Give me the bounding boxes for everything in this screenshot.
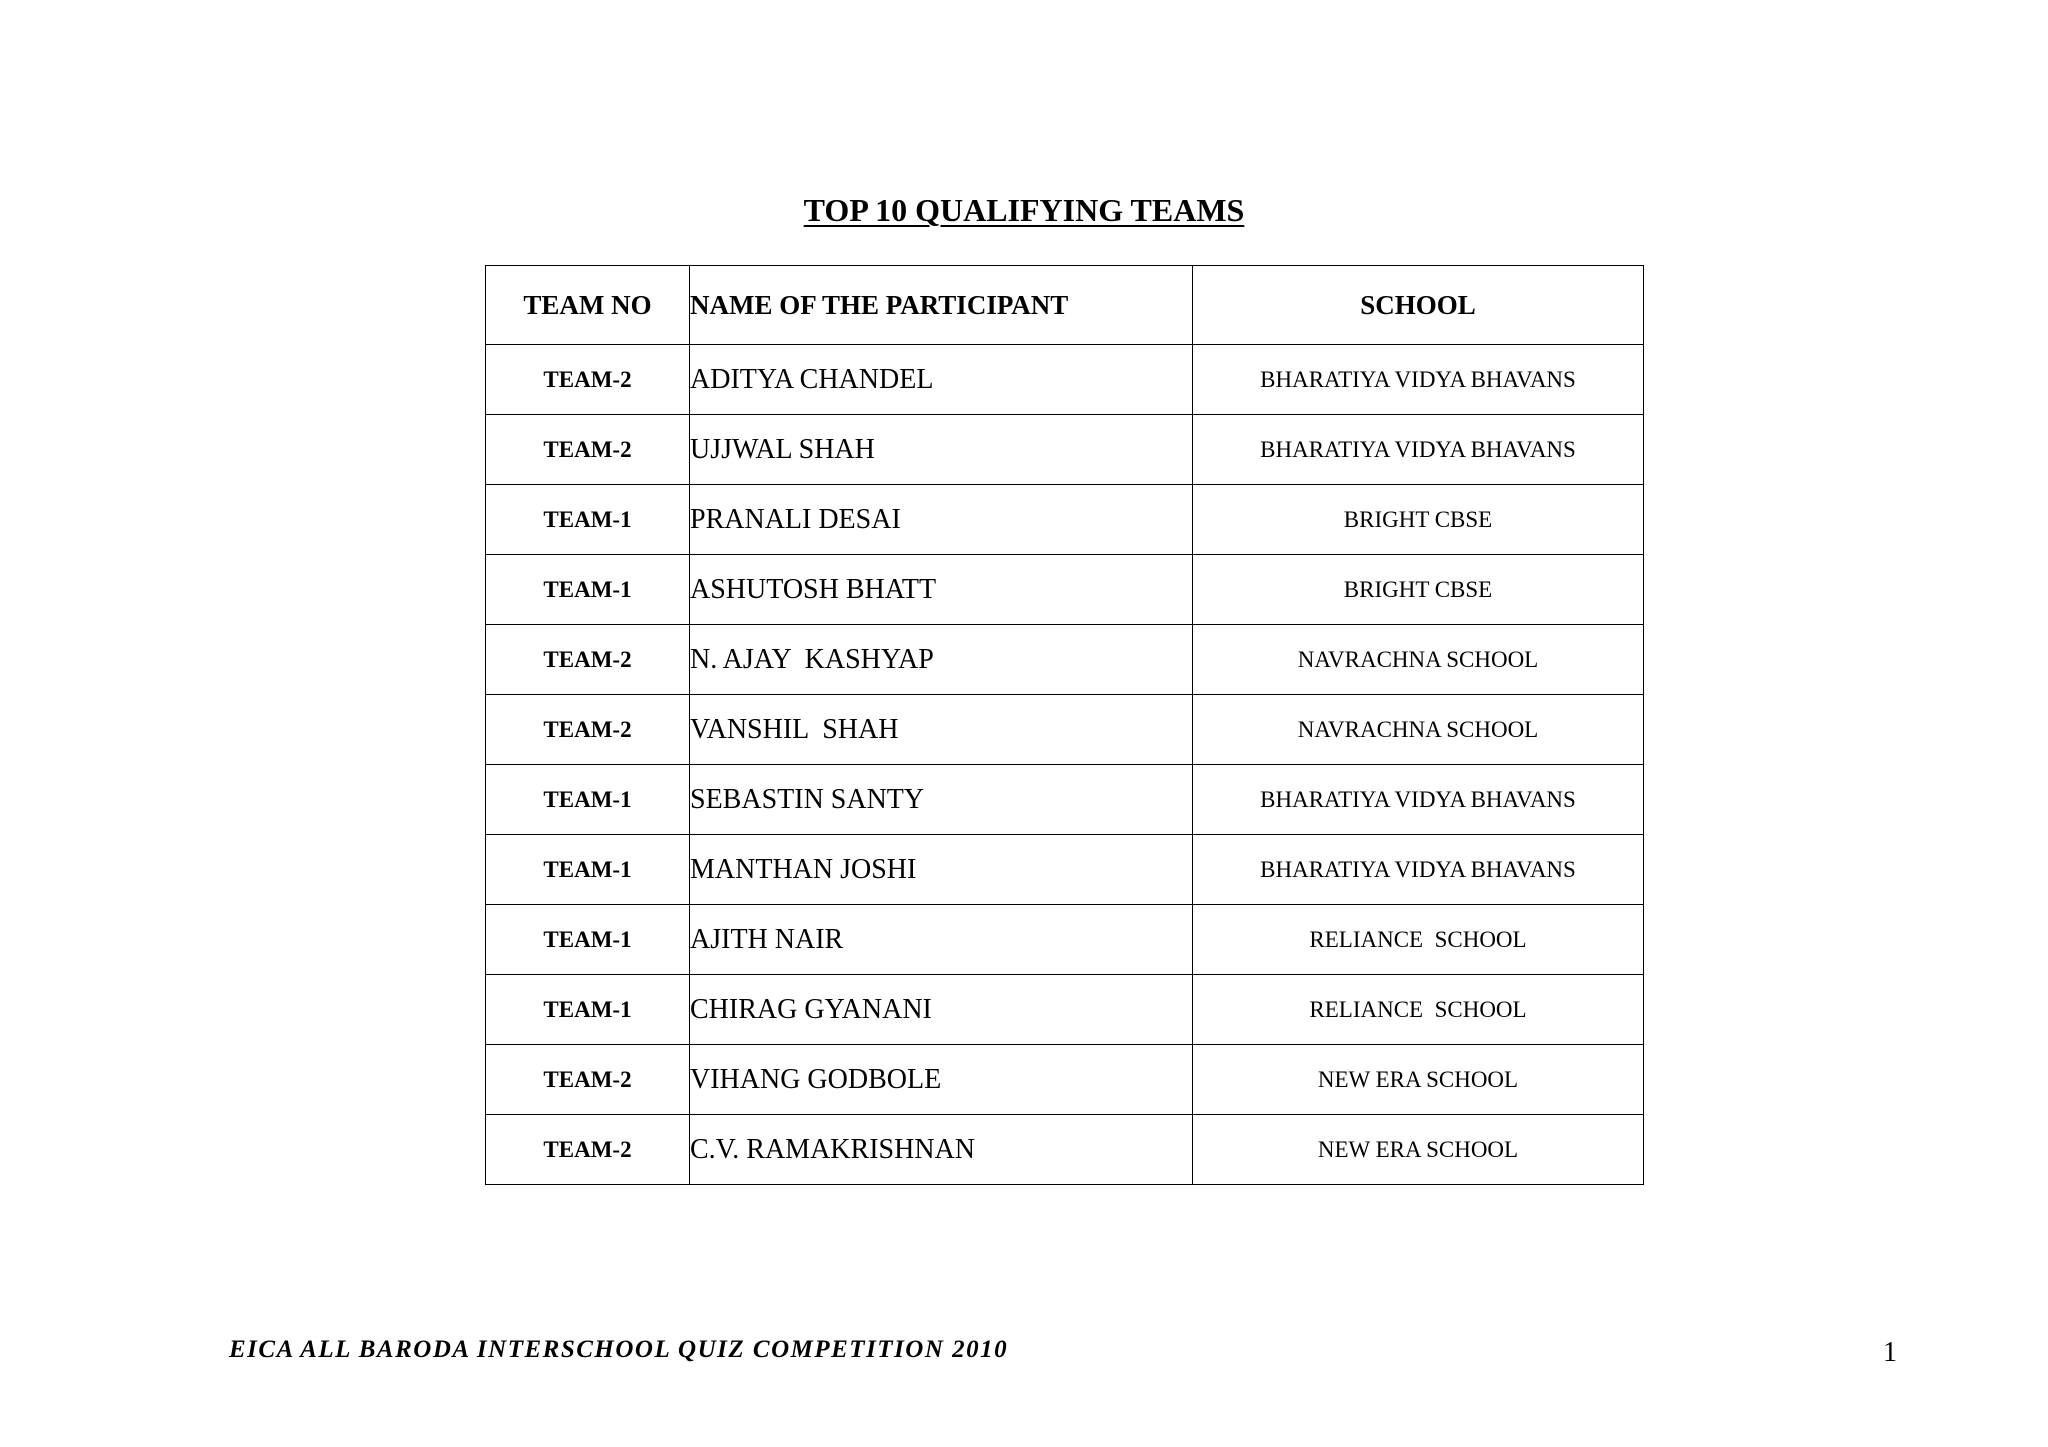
team-cell: TEAM-1 (486, 835, 690, 905)
footer-competition-title: EICA ALL BARODA INTERSCHOOL QUIZ COMPETITION 2010 (229, 1336, 1009, 1363)
school-cell: NAVRACHNA SCHOOL (1193, 695, 1644, 765)
page-title (0, 192, 2048, 229)
table-row (486, 555, 1644, 625)
header-team-no: TEAM NO (486, 266, 690, 345)
participant-cell: SEBASTIN SANTY (690, 765, 1193, 835)
table-row (486, 905, 1644, 975)
team-cell: TEAM-1 (486, 555, 690, 625)
participant-cell: CHIRAG GYANANI (690, 975, 1193, 1045)
participant-cell: N. AJAY KASHYAP (690, 625, 1193, 695)
school-cell: BHARATIYA VIDYA BHAVANS (1193, 345, 1644, 415)
table-row (486, 765, 1644, 835)
page-number: 1 (1883, 1337, 1897, 1368)
team-cell: TEAM-2 (486, 345, 690, 415)
team-cell: TEAM-1 (486, 765, 690, 835)
table-header (486, 266, 1644, 345)
participant-cell: ASHUTOSH BHATT (690, 555, 1193, 625)
table-row (486, 415, 1644, 485)
school-cell: BHARATIYA VIDYA BHAVANS (1193, 765, 1644, 835)
school-cell: RELIANCE SCHOOL (1193, 975, 1644, 1045)
school-cell: BRIGHT CBSE (1193, 555, 1644, 625)
participant-cell: C.V. RAMAKRISHNAN (690, 1115, 1193, 1185)
school-cell: BHARATIYA VIDYA BHAVANS (1193, 415, 1644, 485)
table-row (486, 1045, 1644, 1115)
team-cell: TEAM-1 (486, 975, 690, 1045)
table-row (486, 625, 1644, 695)
participant-cell: VANSHIL SHAH (690, 695, 1193, 765)
school-cell: NEW ERA SCHOOL (1193, 1115, 1644, 1185)
team-cell: TEAM-1 (486, 485, 690, 555)
team-cell: TEAM-1 (486, 905, 690, 975)
page-title-text: TOP 10 QUALIFYING TEAMS (803, 192, 1245, 228)
header-participant-name: NAME OF THE PARTICIPANT (690, 266, 1193, 345)
school-cell: RELIANCE SCHOOL (1193, 905, 1644, 975)
participant-cell: VIHANG GODBOLE (690, 1045, 1193, 1115)
participant-cell: ADITYA CHANDEL (690, 345, 1193, 415)
school-cell: NEW ERA SCHOOL (1193, 1045, 1644, 1115)
team-cell: TEAM-2 (486, 1045, 690, 1115)
school-cell: NAVRACHNA SCHOOL (1193, 625, 1644, 695)
table-row (486, 485, 1644, 555)
table-row (486, 975, 1644, 1045)
school-cell: BHARATIYA VIDYA BHAVANS (1193, 835, 1644, 905)
team-cell: TEAM-2 (486, 695, 690, 765)
qualifying-teams-table (485, 265, 1644, 1185)
table-header-row (486, 266, 1644, 345)
school-cell: BRIGHT CBSE (1193, 485, 1644, 555)
header-school: SCHOOL (1193, 266, 1644, 345)
participant-cell: UJJWAL SHAH (690, 415, 1193, 485)
participant-cell: MANTHAN JOSHI (690, 835, 1193, 905)
team-cell: TEAM-2 (486, 415, 690, 485)
participant-cell: AJITH NAIR (690, 905, 1193, 975)
participant-cell: PRANALI DESAI (690, 485, 1193, 555)
table-row (486, 695, 1644, 765)
team-cell: TEAM-2 (486, 1115, 690, 1185)
team-cell: TEAM-2 (486, 625, 690, 695)
table-row (486, 1115, 1644, 1185)
table-row (486, 345, 1644, 415)
table-body (486, 345, 1644, 1185)
table-row (486, 835, 1644, 905)
